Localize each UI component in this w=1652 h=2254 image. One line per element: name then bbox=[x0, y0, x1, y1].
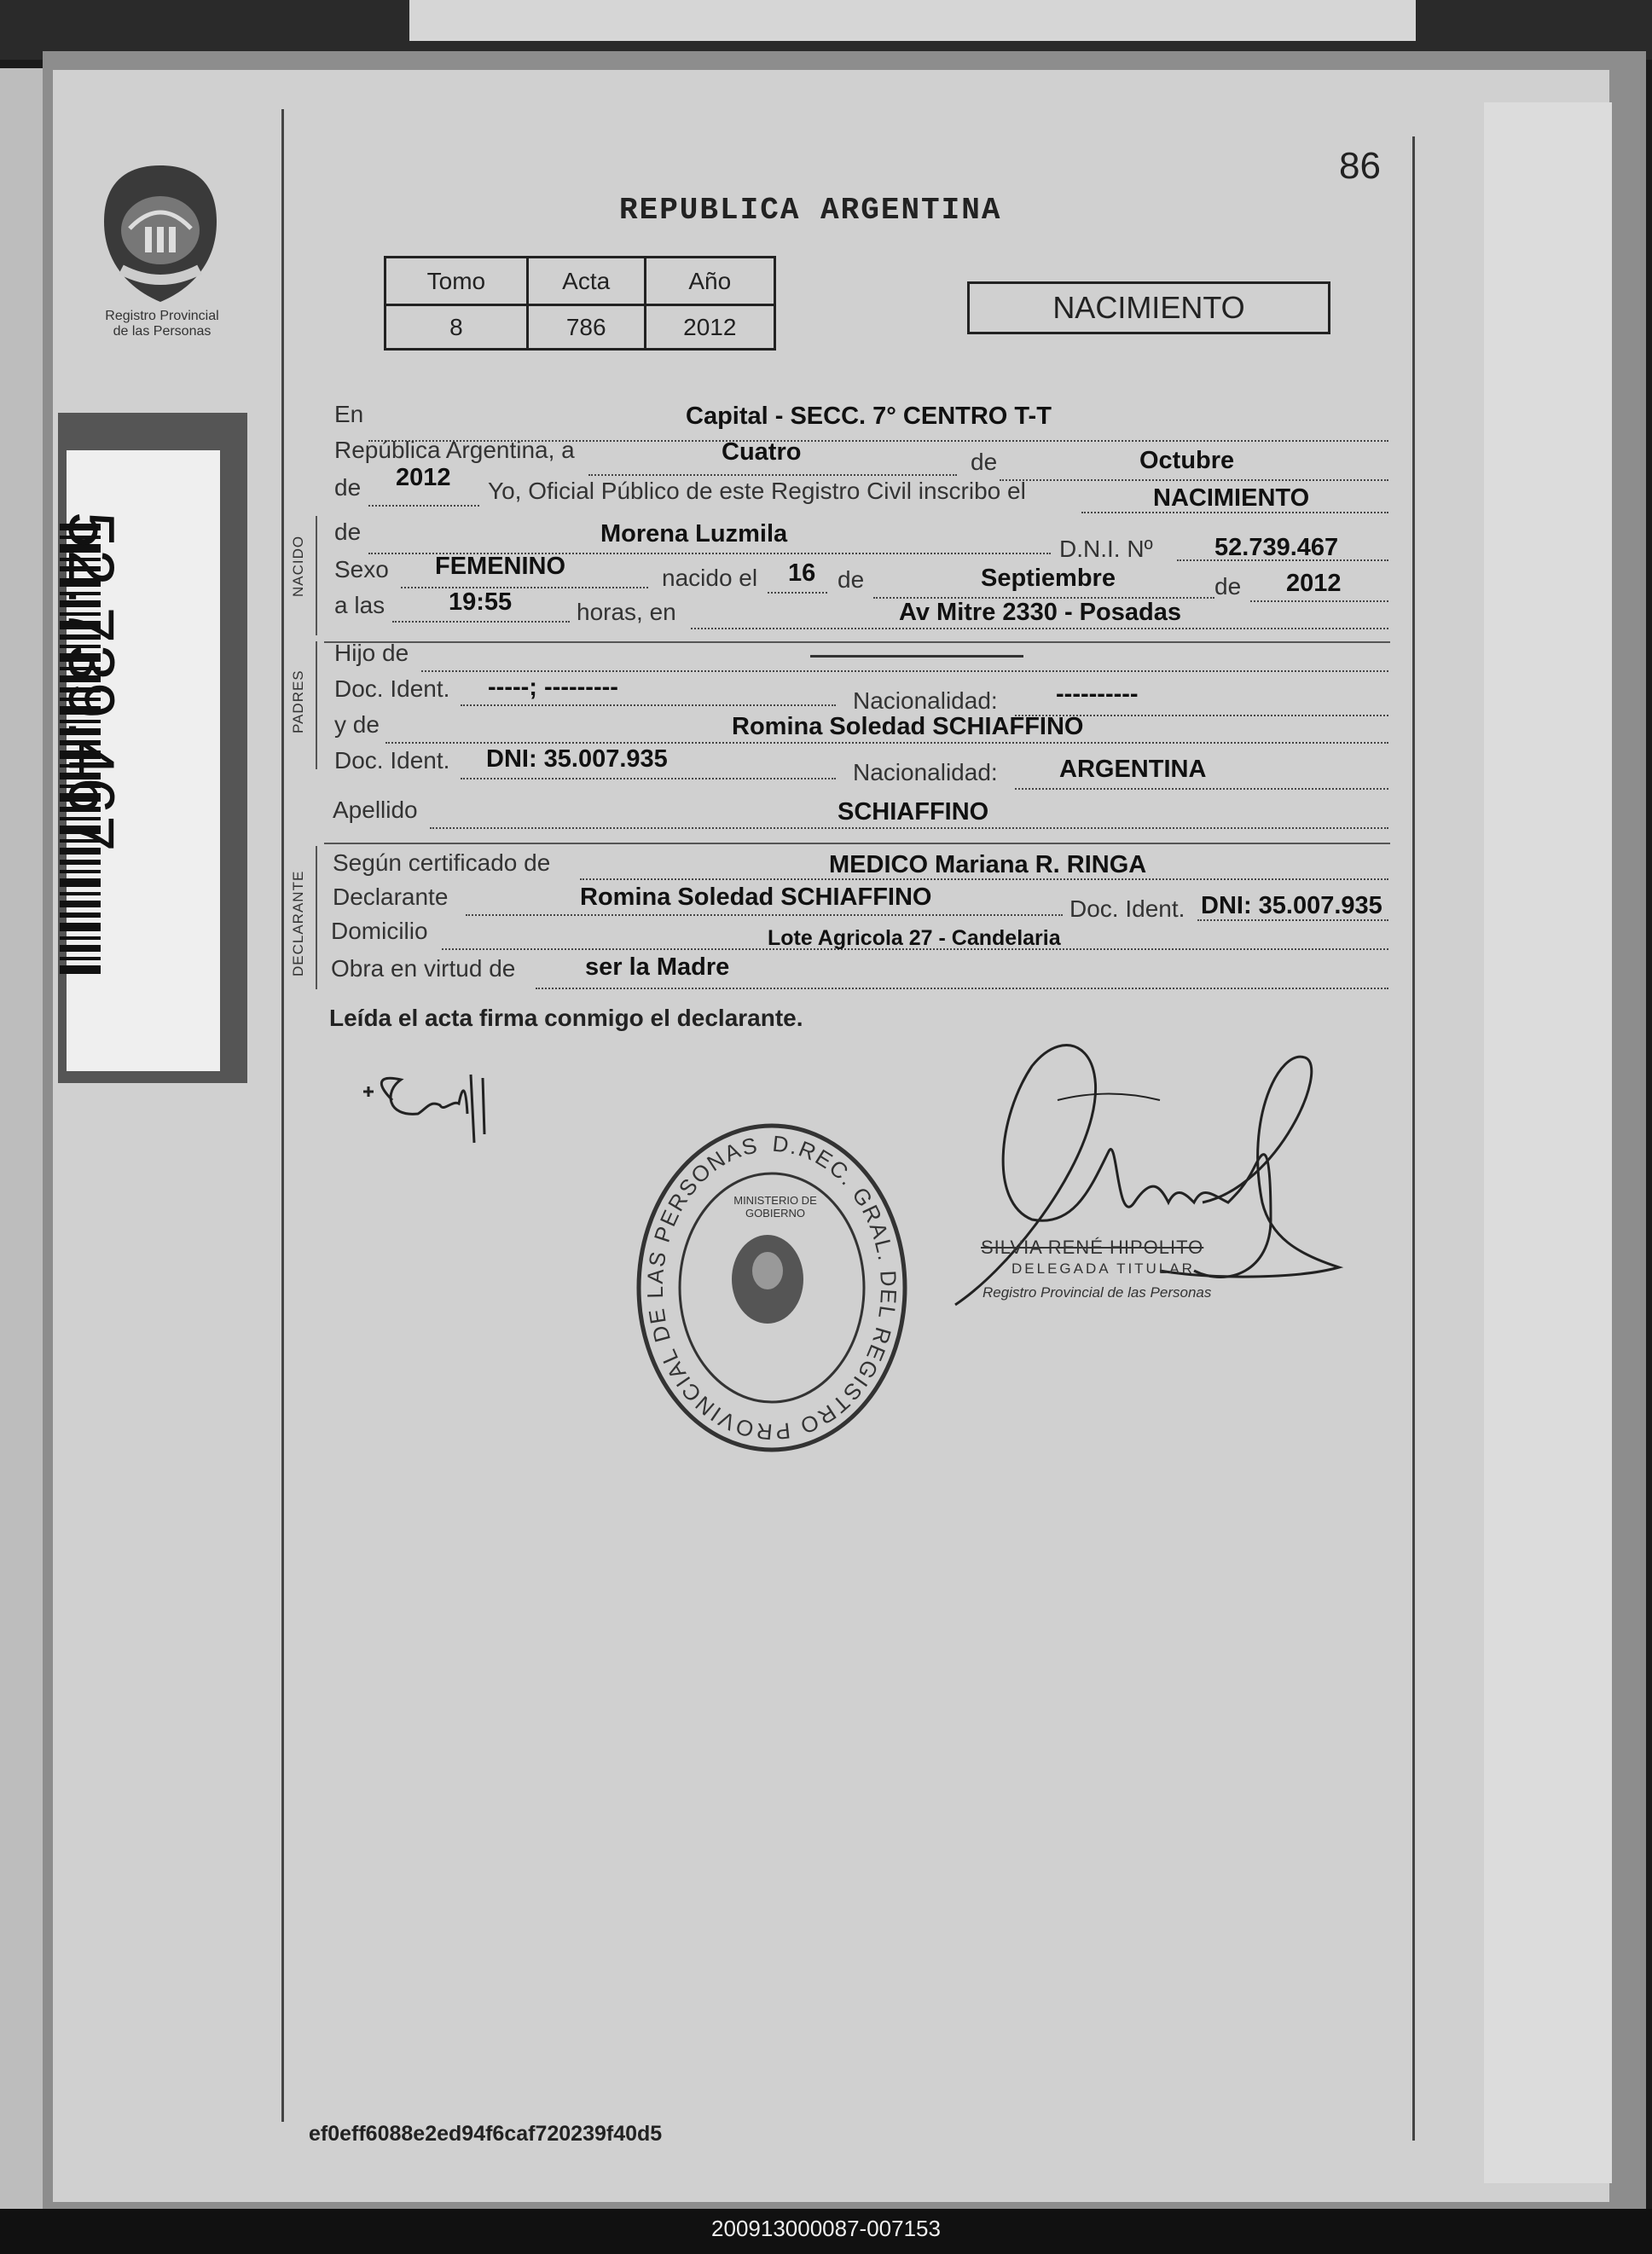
label-de: de bbox=[971, 449, 998, 475]
label-domicilio: Domicilio bbox=[331, 918, 428, 944]
volume-header-tomo: Tomo bbox=[385, 258, 528, 305]
dotted-line bbox=[430, 827, 1388, 829]
label-y-de: y de bbox=[334, 711, 380, 738]
stamp-outer-text: D.REC. GRAL. DEL REGISTRO PROVINCIAL DE LAS PERSONAS bbox=[641, 1130, 902, 1446]
label-de4: de bbox=[838, 566, 865, 593]
label-doc-ident3: Doc. Ident. bbox=[1069, 895, 1185, 922]
field-address: Lote Agricola 27 - Candelaria bbox=[768, 926, 1061, 950]
dotted-line bbox=[385, 742, 1388, 744]
closing-statement: Leída el acta firma conmigo el declarante. bbox=[329, 1005, 803, 1031]
label-nacionalidad2: Nacionalidad: bbox=[853, 759, 998, 785]
section-label-padres: PADRES bbox=[290, 669, 306, 733]
label-nacionalidad: Nacionalidad: bbox=[853, 687, 998, 714]
volume-header-anio: Año bbox=[645, 258, 774, 305]
section-divider-declarante bbox=[316, 846, 317, 989]
country-title: REPUBLICA ARGENTINA bbox=[619, 193, 1002, 228]
field-child-name: Morena Luzmila bbox=[600, 520, 788, 548]
image-code: 200913000087-007153 bbox=[711, 2216, 941, 2241]
field-obra: ser la Madre bbox=[585, 953, 730, 981]
field-month: Octubre bbox=[1139, 447, 1235, 474]
field-certificate: MEDICO Mariana R. RINGA bbox=[829, 851, 1147, 878]
left-adjacent-page bbox=[0, 68, 43, 2209]
dotted-line bbox=[392, 621, 570, 623]
dotted-line bbox=[1015, 788, 1388, 790]
label-en: En bbox=[334, 401, 364, 427]
field-event: NACIMIENTO bbox=[1153, 484, 1310, 512]
right-margin-line bbox=[1412, 136, 1415, 2141]
label-declarante: Declarante bbox=[333, 884, 449, 910]
official-name: SILVIA RENÉ HIPOLITO bbox=[981, 1237, 1204, 1258]
field-birth-year: 2012 bbox=[1286, 570, 1342, 597]
label-de3: de bbox=[334, 519, 362, 545]
label-apellido: Apellido bbox=[333, 797, 418, 823]
label-nacido-el: nacido el bbox=[662, 565, 758, 591]
section-divider-nacido bbox=[316, 516, 317, 635]
field-surname: SCHIAFFINO bbox=[838, 798, 989, 826]
stamp-inner-text: MINISTERIO DE GOBIERNO bbox=[733, 1194, 817, 1220]
field-place: Capital - SECC. 7° CENTRO T-T bbox=[686, 403, 1052, 430]
dotted-line bbox=[1000, 479, 1388, 481]
field-dni: 52.739.467 bbox=[1214, 534, 1339, 561]
label-hijo-de: Hijo de bbox=[334, 640, 409, 666]
official-office: Registro Provincial de las Personas bbox=[983, 1284, 1212, 1301]
label-horas: horas, en bbox=[577, 599, 676, 625]
volume-table bbox=[384, 256, 776, 351]
barcode-number: 52.739.467 bbox=[55, 512, 127, 854]
dotted-line bbox=[536, 988, 1388, 989]
label-oficial: Yo, Oficial Público de este Registro Civil inscribo el bbox=[488, 478, 1026, 504]
label-sexo: Sexo bbox=[334, 556, 389, 582]
dotted-line bbox=[421, 670, 1388, 672]
separator-nacido bbox=[324, 641, 1390, 643]
province-seal-logo bbox=[101, 162, 220, 305]
section-label-declarante: DECLARANTE bbox=[290, 870, 306, 976]
field-day-text: Cuatro bbox=[722, 438, 802, 466]
registry-label-line1: Registro Provincial bbox=[105, 309, 219, 323]
record-type-box: NACIMIENTO bbox=[967, 281, 1330, 334]
section-label-nacido: NACIDO bbox=[290, 535, 306, 597]
field-mother-nationality: ARGENTINA bbox=[1059, 756, 1207, 783]
label-de5: de bbox=[1214, 573, 1242, 600]
separator-padres bbox=[324, 843, 1390, 844]
field-father-doc: -----; --------- bbox=[488, 674, 618, 701]
registry-label bbox=[77, 309, 247, 339]
field-declarant-doc: DNI: 35.007.935 bbox=[1201, 892, 1382, 919]
field-declarant: Romina Soledad SCHIAFFINO bbox=[580, 884, 932, 911]
field-mother-doc: DNI: 35.007.935 bbox=[486, 745, 668, 773]
field-hijo-value bbox=[810, 655, 1023, 658]
volume-value-anio: 2012 bbox=[645, 305, 774, 350]
official-seal-stamp bbox=[631, 1117, 913, 1463]
field-birth-month: Septiembre bbox=[981, 565, 1116, 592]
declarant-signature bbox=[358, 1066, 495, 1152]
field-sex: FEMENINO bbox=[435, 553, 566, 580]
left-margin-line bbox=[281, 109, 284, 2122]
field-father-nationality: ---------- bbox=[1056, 681, 1139, 708]
dotted-line bbox=[691, 628, 1388, 629]
section-divider-padres bbox=[316, 641, 317, 769]
label-republica: República Argentina, a bbox=[334, 437, 575, 463]
page-number: 86 bbox=[1339, 145, 1381, 187]
dotted-line bbox=[588, 474, 957, 476]
volume-value-tomo: 8 bbox=[385, 305, 528, 350]
page-stack-edge bbox=[1484, 102, 1612, 2183]
field-birth-place: Av Mitre 2330 - Posadas bbox=[899, 599, 1181, 626]
label-de2: de bbox=[334, 474, 362, 501]
volume-header-acta: Acta bbox=[527, 258, 645, 305]
dotted-line bbox=[368, 505, 479, 507]
dotted-line bbox=[1250, 600, 1388, 602]
dotted-line bbox=[466, 914, 1063, 916]
volume-value-acta: 786 bbox=[527, 305, 645, 350]
registry-label-line2: de las Personas bbox=[113, 324, 212, 339]
dotted-line bbox=[461, 778, 836, 779]
label-doc-ident: Doc. Ident. bbox=[334, 675, 450, 702]
background-paper-edge bbox=[409, 0, 1416, 41]
label-obra: Obra en virtud de bbox=[331, 955, 516, 982]
dotted-line bbox=[461, 704, 836, 706]
label-doc-ident2: Doc. Ident. bbox=[334, 747, 450, 774]
official-title: DELEGADA TITULAR bbox=[1011, 1260, 1195, 1277]
field-mother-name: Romina Soledad SCHIAFFINO bbox=[732, 713, 1084, 740]
dotted-line bbox=[768, 592, 827, 594]
label-certificado: Según certificado de bbox=[333, 849, 551, 876]
field-year: 2012 bbox=[396, 464, 451, 491]
label-a-las: a las bbox=[334, 592, 385, 618]
dotted-line bbox=[401, 587, 648, 588]
label-dni: D.N.I. Nº bbox=[1059, 536, 1153, 562]
document-hash: ef0eff6088e2ed94f6caf720239f40d5 bbox=[309, 2122, 663, 2146]
field-birth-time: 19:55 bbox=[449, 588, 513, 616]
field-birth-day: 16 bbox=[788, 559, 816, 587]
